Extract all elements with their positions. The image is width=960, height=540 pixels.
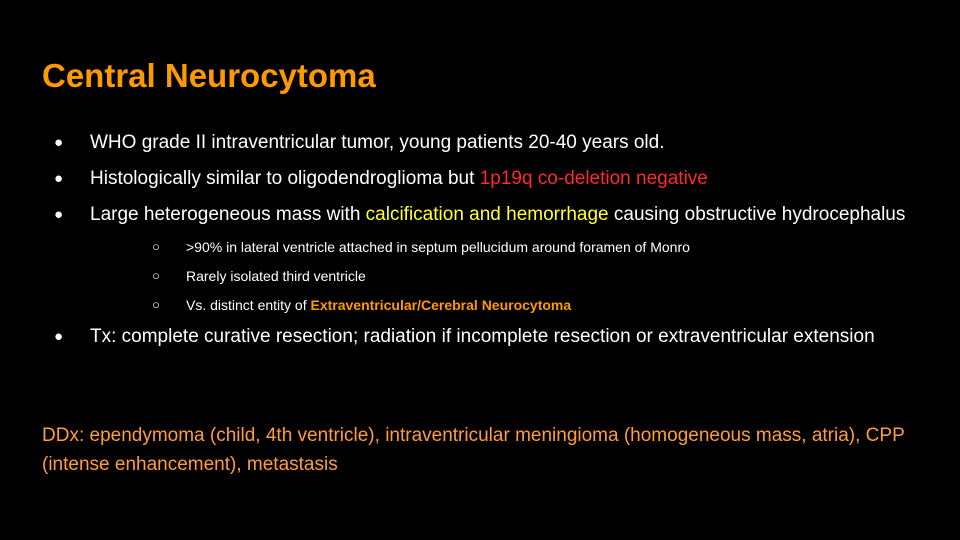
- bullet-text: Tx: complete curative resection; radiation if incomplete resection or extraventricular extension: [90, 326, 875, 347]
- sub-bullet-highlight-orange: Extraventricular/Cerebral Neurocytoma: [310, 297, 572, 313]
- bullet-dot-icon: ●: [54, 134, 64, 151]
- ddx-text: DDx: ependymoma (child, 4th ventricle), intraventricular meningioma (homogeneous mass, atria), CPP (intense enhancement), metastasis: [42, 425, 905, 475]
- sub-bullet-text: Rarely isolated third ventricle: [186, 268, 366, 284]
- sub-bullet-ring-icon: ○: [152, 297, 160, 312]
- bullet-highlight-red: 1p19q co-deletion negative: [479, 168, 708, 189]
- sub-bullet-ring-icon: ○: [152, 239, 160, 254]
- sub-bullet-text: Vs. distinct entity of: [186, 297, 311, 313]
- sub-bullet-list: [90, 237, 922, 315]
- sub-bullet-ring-icon: ○: [152, 268, 160, 283]
- bullet-text: Histologically similar to oligodendroglioma but: [90, 168, 480, 189]
- bullet-text: Large heterogeneous mass with: [90, 204, 366, 225]
- bullet-dot-icon: ●: [54, 170, 64, 187]
- bullet-dot-icon: ●: [54, 206, 64, 223]
- bullet-dot-icon: ●: [54, 328, 64, 345]
- sub-bullet-text: >90% in lateral ventricle attached in septum pellucidum around foramen of Monro: [186, 239, 690, 255]
- bullet-item: [42, 200, 922, 315]
- bullet-text: WHO grade II intraventricular tumor, young patients 20-40 years old.: [90, 132, 665, 153]
- bullet-list: [42, 128, 922, 358]
- sub-bullet-item: [90, 237, 922, 257]
- sub-bullet-item: [90, 266, 922, 286]
- bullet-highlight-yellow: calcification and hemorrhage: [365, 204, 609, 225]
- bullet-item: [42, 164, 922, 193]
- bullet-item: [42, 322, 922, 351]
- bullet-text-after: causing obstructive hydrocephalus: [608, 204, 906, 225]
- sub-bullet-item: [90, 295, 922, 315]
- slide-title: Central Neurocytoma: [42, 57, 376, 94]
- bullet-item: [42, 128, 922, 157]
